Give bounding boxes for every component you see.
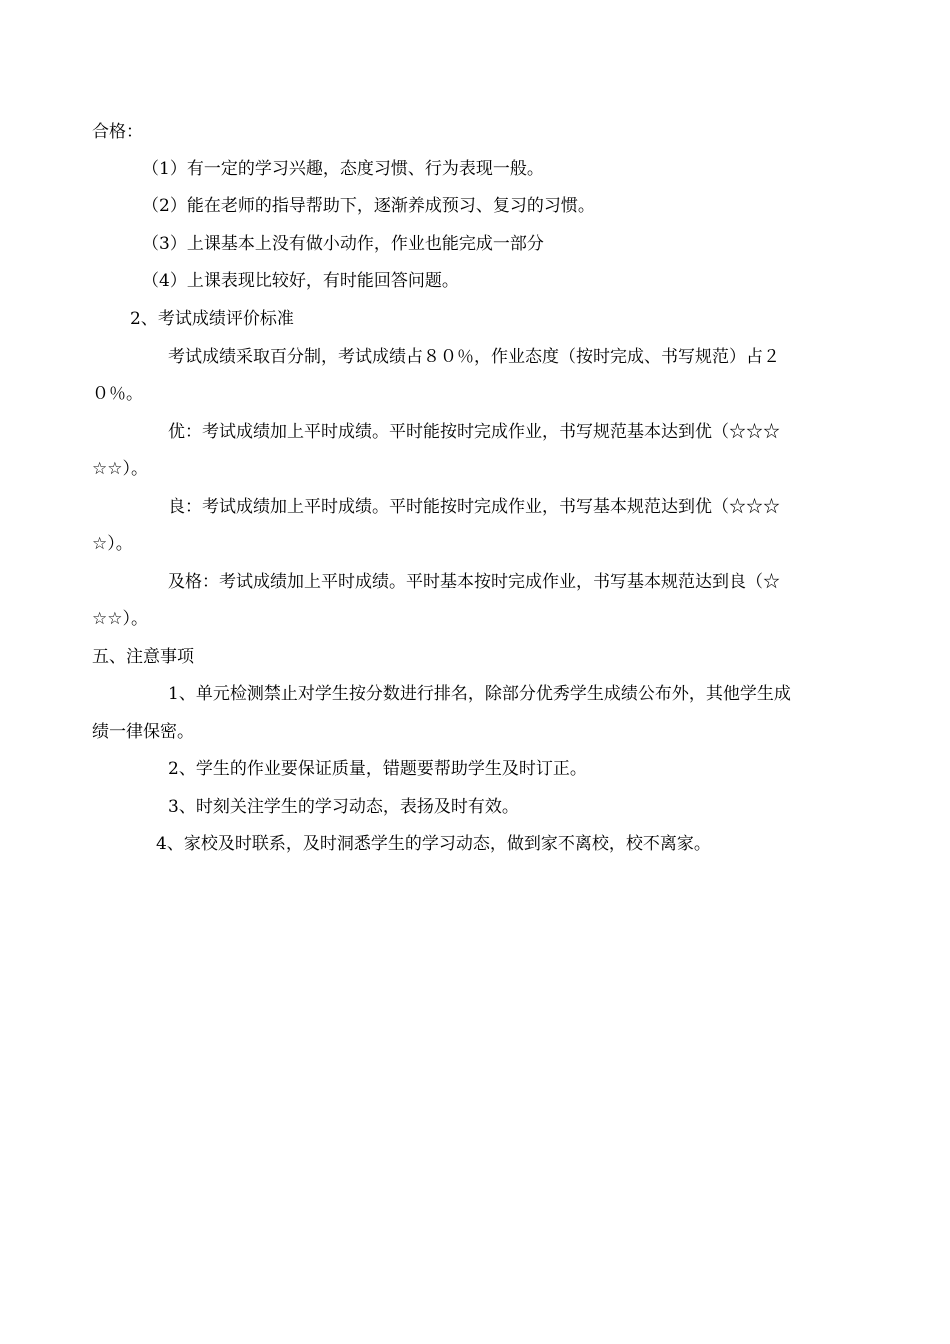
excellent-line-2: ☆☆）。 — [92, 459, 148, 479]
pass-line-1: 及格：考试成绩加上平时成绩。平时基本按时完成作业，书写基本规范达到良（☆ — [168, 572, 780, 592]
exam-intro-line-2: ０％。 — [92, 384, 143, 404]
notes-heading: 五、注意事项 — [92, 647, 194, 667]
note-4: 4、家校及时联系，及时洞悉学生的学习动态，做到家不离校，校不离家。 — [156, 834, 711, 854]
note-1-line-2: 绩一律保密。 — [92, 722, 194, 742]
qualified-item-3: （3）上课基本上没有做小动作，作业也能完成一部分 — [142, 234, 544, 254]
qualified-item-4: （4）上课表现比较好，有时能回答问题。 — [142, 271, 459, 291]
note-3: 3、时刻关注学生的学习动态，表扬及时有效。 — [168, 797, 519, 817]
qualified-item-1: （1）有一定的学习兴趣，态度习惯、行为表现一般。 — [142, 159, 544, 179]
note-2: 2、学生的作业要保证质量，错题要帮助学生及时订正。 — [168, 759, 587, 779]
pass-line-2: ☆☆）。 — [92, 609, 148, 629]
exam-intro-line-1: 考试成绩采取百分制，考试成绩占８０％，作业态度（按时完成、书写规范）占２ — [168, 347, 780, 367]
excellent-line-1: 优：考试成绩加上平时成绩。平时能按时完成作业，书写规范基本达到优（☆☆☆ — [168, 422, 780, 442]
exam-heading: 2、考试成绩评价标准 — [130, 309, 294, 329]
note-1-line-1: 1、单元检测禁止对学生按分数进行排名，除部分优秀学生成绩公布外，其他学生成 — [168, 684, 791, 704]
good-line-1: 良：考试成绩加上平时成绩。平时能按时完成作业，书写基本规范达到优（☆☆☆ — [168, 497, 780, 517]
qualified-item-2: （2）能在老师的指导帮助下，逐渐养成预习、复习的习惯。 — [142, 196, 595, 216]
qualified-heading: 合格： — [92, 122, 143, 142]
good-line-2: ☆）。 — [92, 534, 133, 554]
